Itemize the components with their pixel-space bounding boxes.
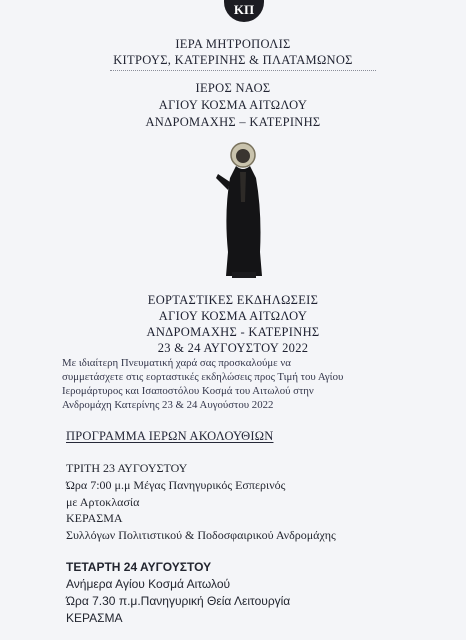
day1-date: ΤΡΙΤΗ 23 ΑΥΓΟΥΣΤΟΥ bbox=[66, 461, 188, 475]
program-heading: ΠΡΟΓΡΑΜΜΑ ΙΕΡΩΝ ΑΚΟΛΟΥΘΙΩΝ bbox=[66, 429, 274, 443]
invitation-line: Ιερομάρτυρος και Ισαποστόλου Κοσμά του Αιτωλού στην bbox=[62, 385, 314, 397]
saint-icon bbox=[212, 142, 272, 280]
invitation-text bbox=[62, 356, 422, 412]
metropolis-line1: ΙΕΡΑ ΜΗΤΡΟΠΟΛΙΣ bbox=[175, 37, 291, 51]
day2-reception: ΚΕΡΑΣΜΑ bbox=[66, 611, 123, 625]
day2-service: Ώρα 7.30 π.μ.Πανηγυρική Θεία Λειτουργία bbox=[66, 594, 291, 608]
metropolis-line2: ΚΙΤΡΟΥΣ, ΚΑΤΕΡΙΝΗΣ & ΠΛΑΤΑΜΩΝΟΣ bbox=[113, 53, 353, 67]
event-dates: 23 & 24 ΑΥΓΟΥΣΤΟΥ 2022 bbox=[157, 341, 309, 355]
church-line2: ΑΓΙΟΥ ΚΟΣΜΑ ΑΙΤΩΛΟΥ bbox=[158, 98, 308, 112]
invitation-line: Ανδρομάχη Κατερίνης 23 & 24 Αυγούστου 2022 bbox=[62, 399, 274, 411]
day2-date: ΤΕΤΑΡΤΗ 24 ΑΥΓΟΥΣΤΟΥ bbox=[66, 560, 212, 574]
day1-service-continued: με Αρτοκλασία bbox=[66, 495, 140, 509]
event-title-line2: ΑΓΙΟΥ ΚΟΣΜΑ ΑΙΤΩΛΟΥ bbox=[158, 309, 308, 323]
day2-feast: Ανήμερα Αγίου Κοσμά Αιτωλού bbox=[66, 577, 231, 591]
header-divider bbox=[110, 70, 376, 71]
day1-reception: ΚΕΡΑΣΜΑ bbox=[66, 511, 123, 525]
event-title-line1: ΕΟΡΤΑΣΤΙΚΕΣ ΕΚΔΗΛΩΣΕΙΣ bbox=[147, 293, 319, 307]
invitation-line: Με ιδιαίτερη Πνευματική χαρά σας προσκαλούμε να bbox=[62, 357, 291, 369]
metropolis-logo: ΚΠ bbox=[224, 0, 264, 22]
invitation-line: συμμετάσχετε στις εορταστικές εκδηλώσεις προς Τιμή του Αγίου bbox=[62, 371, 344, 383]
day1-hosts: Συλλόγων Πολιτιστικού & Ποδοσφαιρικού Ανδρομάχης bbox=[66, 528, 336, 542]
church-line1: ΙΕΡΟΣ ΝΑΟΣ bbox=[195, 81, 271, 95]
day1-service: Ώρα 7:00 μ.μ Μέγας Πανηγυρικός Εσπερινός bbox=[66, 478, 286, 492]
church-line3: ΑΝΔΡΟΜΑΧΗΣ – ΚΑΤΕΡΙΝΗΣ bbox=[145, 115, 321, 129]
event-title-line3: ΑΝΔΡΟΜΑΧΗΣ - ΚΑΤΕΡΙΝΗΣ bbox=[146, 325, 320, 339]
